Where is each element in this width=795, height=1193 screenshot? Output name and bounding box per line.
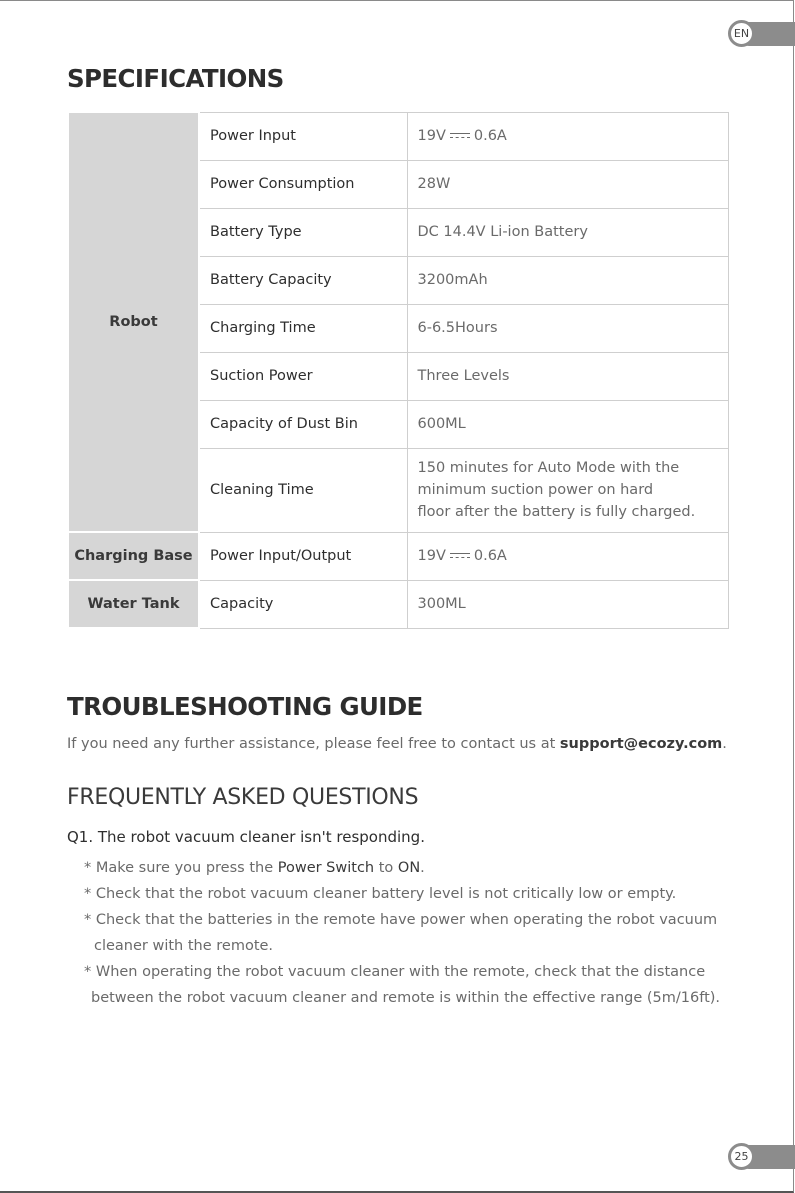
spec-value: DC 14.4V Li-ion Battery (407, 208, 728, 256)
spec-label: Power Consumption (199, 160, 407, 208)
dc-symbol-icon (450, 552, 470, 560)
spec-value: 28W (407, 160, 728, 208)
table-row (68, 112, 728, 160)
group-charging-base: Charging Base (68, 532, 199, 580)
language-badge: EN (728, 20, 755, 47)
spec-value: 150 minutes for Auto Mode with the minimum suction power on hard floor after the battery is fully charged. (407, 448, 728, 532)
spec-value: 300ML (407, 580, 728, 628)
table-row (68, 532, 728, 580)
spec-value: 6-6.5Hours (407, 304, 728, 352)
troubleshooting-intro: If you need any further assistance, please feel free to contact us at support@ecozy.com. (67, 736, 727, 752)
table-row (68, 580, 728, 628)
spec-value: 3200mAh (407, 256, 728, 304)
spec-value: 19V 0.6A (407, 112, 728, 160)
faq-tip: * Check that the batteries in the remote have power when operating the robot vacuum cleaner with the remote. (84, 912, 718, 954)
spec-value: 600ML (407, 400, 728, 448)
spec-label: Battery Type (199, 208, 407, 256)
spec-label: Charging Time (199, 304, 407, 352)
faq-tip: * Check that the robot vacuum cleaner battery level is not critically low or empty. (84, 886, 677, 902)
group-robot: Robot (68, 112, 199, 532)
dc-symbol-icon (450, 132, 470, 140)
spec-value: Three Levels (407, 352, 728, 400)
spec-label: Capacity of Dust Bin (199, 400, 407, 448)
page-number: 25 (728, 1143, 755, 1170)
faq-question: Q1. The robot vacuum cleaner isn't responding. (67, 828, 425, 846)
troubleshooting-title: TROUBLESHOOTING GUIDE (67, 692, 423, 721)
faq-title: FREQUENTLY ASKED QUESTIONS (67, 785, 419, 810)
specifications-table (67, 111, 729, 629)
spec-label: Cleaning Time (199, 448, 407, 532)
spec-label: Battery Capacity (199, 256, 407, 304)
spec-label: Power Input/Output (199, 532, 407, 580)
faq-tip: * Make sure you press the Power Switch to ON. (84, 860, 425, 876)
spec-label: Suction Power (199, 352, 407, 400)
support-email: support@ecozy.com (559, 736, 723, 752)
spec-value: 19V 0.6A (407, 532, 728, 580)
spec-label: Power Input (199, 112, 407, 160)
spec-label: Capacity (199, 580, 407, 628)
specifications-title: SPECIFICATIONS (67, 64, 284, 93)
faq-tip: * When operating the robot vacuum cleaner with the remote, check that the distance between the robot vacuum cleaner and remote is within the effective range (5m/16ft). (84, 964, 721, 1006)
group-water-tank: Water Tank (68, 580, 199, 628)
